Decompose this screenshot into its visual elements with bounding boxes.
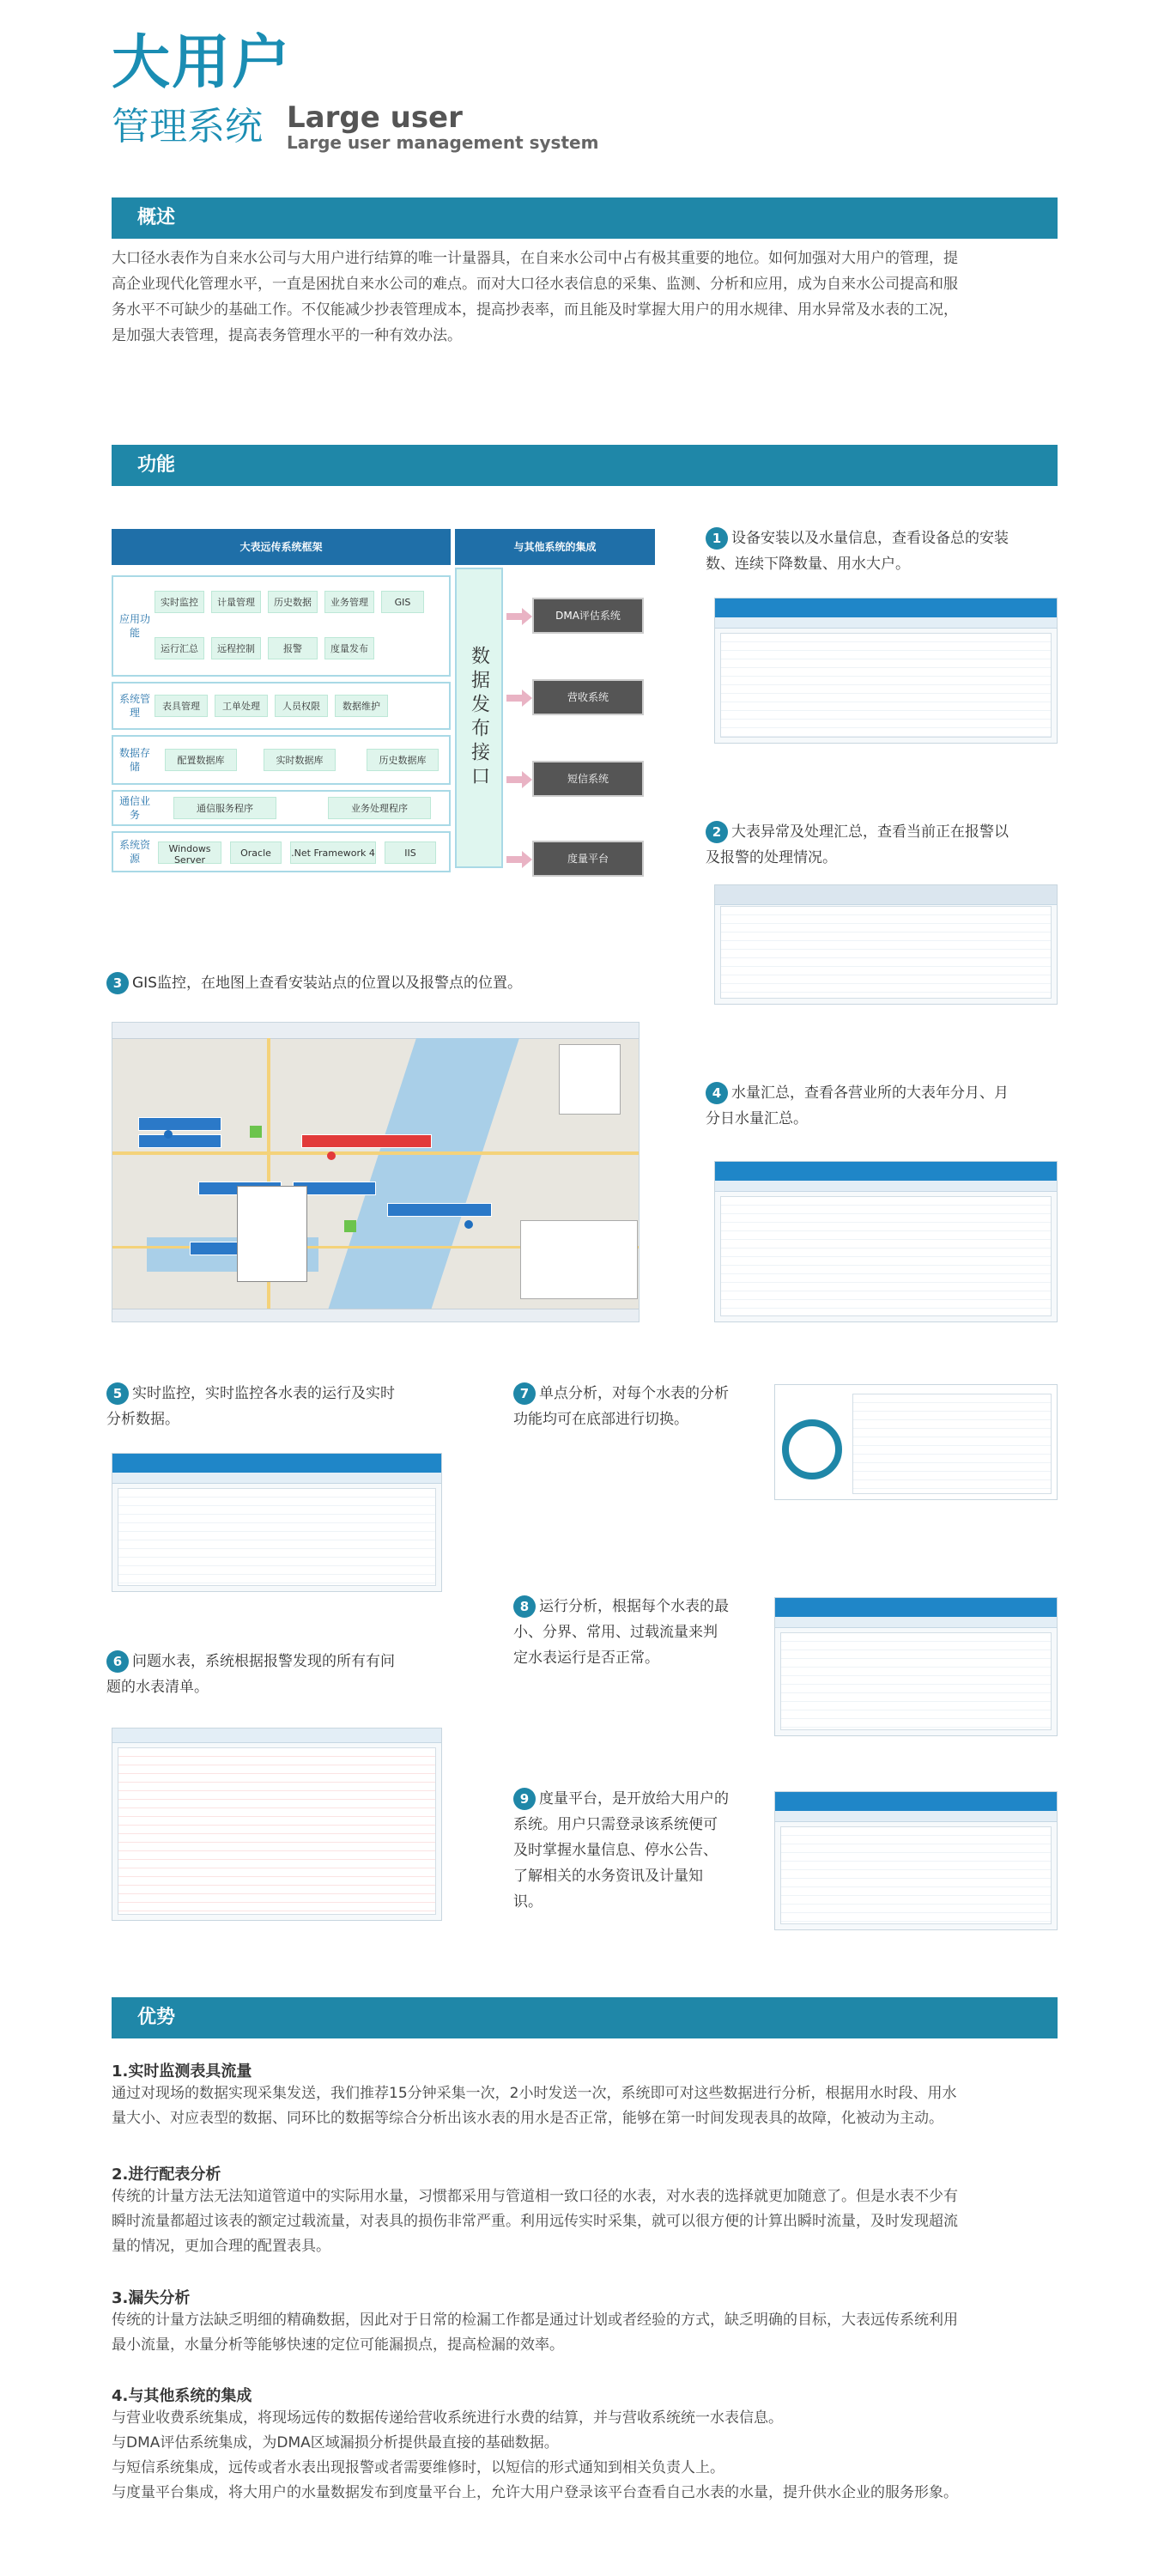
- diagram-cell: 历史数据库: [367, 749, 439, 771]
- diagram-row-label: 数据存储: [118, 747, 150, 773]
- diagram-cell: Oracle: [230, 841, 282, 864]
- advantage-3: [112, 2286, 1064, 2358]
- system-sms: 短信系统: [532, 761, 644, 797]
- feature-text: 定水表运行是否正常。: [513, 1649, 659, 1667]
- feature-text: 小、分界、常用、过载流量来判: [513, 1624, 718, 1641]
- diagram-cell: 工单处理: [215, 695, 268, 717]
- screenshot-measurement-platform: [774, 1791, 1058, 1930]
- overview-line: 是加强大表管理，提高表务管理水平的一种有效办法。: [112, 327, 462, 344]
- diagram-header-right: 与其他系统的集成: [455, 529, 655, 565]
- diagram-header-left: 大表远传系统框架: [112, 529, 451, 565]
- diagram-cell: 实时监控: [155, 591, 204, 613]
- advantage-2: [112, 2162, 1064, 2259]
- feature-item-7: [513, 1381, 779, 1432]
- diagram-row-comm: [112, 790, 451, 826]
- system-measurement: 度量平台: [532, 841, 644, 877]
- diagram-cell: IIS: [385, 841, 436, 864]
- overview-line: 务水平不可缺少的基础工作。不仅能减少抄表管理成本，提高抄表率，而且能及时掌握大用户的用水规律、用水异常及水表的工况，: [112, 301, 958, 319]
- feature-text: 数、连续下降数量、用水大户。: [706, 556, 910, 573]
- arrow-right-icon: [506, 608, 532, 625]
- feature-text: 系统。用户只需登录该系统便可: [513, 1816, 718, 1833]
- advantage-line: 与DMA评估系统集成，为DMA区域漏损分析提供最直接的基础数据。: [112, 2434, 559, 2451]
- screenshot-water-summary: [714, 1161, 1058, 1322]
- feature-text: 分析数据。: [106, 1411, 179, 1428]
- feature-item-4: [706, 1080, 1066, 1132]
- diagram-cell: 实时数据库: [264, 749, 336, 771]
- feature-item-5: [106, 1381, 467, 1432]
- page-subtitle-cn: 管理系统: [112, 105, 263, 149]
- diagram-row-label: 系统资源: [118, 839, 150, 865]
- number-badge-icon: 5: [106, 1382, 129, 1405]
- screenshot-alarm-summary: [714, 884, 1058, 1005]
- advantage-line: 传统的计量方法无法知道管道中的实际用水量，习惯都采用与管道相一致口径的水表，对水表的选择就更加随意了。但是水表不少有: [112, 2188, 958, 2205]
- diagram-cell: 运行汇总: [155, 637, 204, 659]
- advantage-4: [112, 2384, 1064, 2506]
- diagram-cell: 数据维护: [335, 695, 388, 717]
- feature-text: 单点分析，对每个水表的分析: [539, 1385, 729, 1402]
- number-badge-icon: 1: [706, 527, 728, 550]
- advantage-line: 瞬时流量都超过该表的额定过载流量，对表具的损伤非常严重。利用远传实时采集，就可以很方便的计算出瞬时流量，及时发现超流: [112, 2213, 958, 2230]
- feature-item-2: [706, 819, 1066, 871]
- feature-text: 分日水量汇总。: [706, 1110, 808, 1127]
- arrow-right-icon: [506, 771, 532, 788]
- advantages-heading: 优势: [112, 1997, 1058, 2038]
- feature-item-9: [513, 1786, 779, 1915]
- features-heading: 功能: [112, 445, 1058, 486]
- feature-text: 度量平台，是开放给大用户的: [539, 1790, 729, 1807]
- advantage-line: 与度量平台集成，将大用户的水量数据发布到度量平台上，允许大用户登录该平台查看自己水表的水量，提升供水企业的服务形象。: [112, 2484, 958, 2501]
- advantage-title: 3.漏失分析: [112, 2289, 191, 2307]
- advantage-line: 与营业收费系统集成，将现场远传的数据传递给营收系统进行水费的结算，并与营收系统统一水表信息。: [112, 2409, 783, 2427]
- diagram-cell: 表具管理: [155, 695, 208, 717]
- feature-text: 题的水表清单。: [106, 1679, 209, 1696]
- number-badge-icon: 9: [513, 1788, 536, 1810]
- diagram-cell: 配置数据库: [165, 749, 237, 771]
- feature-text: 识。: [513, 1893, 543, 1911]
- feature-item-6: [106, 1649, 467, 1700]
- screenshot-gis-map: [112, 1022, 640, 1322]
- diagram-row-app: [112, 575, 451, 677]
- diagram-cell: 计量管理: [211, 591, 261, 613]
- overview-line: 高企业现代化管理水平，一直是困扰自来水公司的难点。而对大口径水表信息的采集、监测、分析和应用，成为自来水公司提高和服: [112, 276, 958, 293]
- diagram-cell: 度量发布: [324, 637, 374, 659]
- advantage-line: 通过对现场的数据实现采集发送，我们推荐15分钟采集一次，2小时发送一次，系统即可对这些数据进行分析，根据用水时段、用水: [112, 2085, 957, 2102]
- feature-text: 设备安装以及水量信息，查看设备总的安装: [731, 530, 1009, 547]
- advantage-line: 传统的计量方法缺乏明细的精确数据，因此对于日常的检漏工作都是通过计划或者经验的方式，缺乏明确的目标，大表远传系统利用: [112, 2312, 958, 2329]
- feature-text: 及时掌握水量信息、停水公告、: [513, 1842, 718, 1859]
- diagram-cell: 历史数据: [268, 591, 318, 613]
- diagram-row-storage: [112, 735, 451, 785]
- page-title-en: Large user: [287, 100, 463, 135]
- number-badge-icon: 8: [513, 1595, 536, 1618]
- advantage-line: 量大小、对应表型的数据、同环比的数据等综合分析出该水表的用水是否正常，能够在第一时间发现表具的故障，化被动为主动。: [112, 2110, 943, 2127]
- diagram-cell: GIS: [381, 591, 424, 613]
- diagram-cell: Windows Server: [158, 841, 221, 864]
- screenshot-realtime-monitor: [112, 1453, 442, 1592]
- arrow-right-icon: [506, 690, 532, 707]
- feature-text: 问题水表，系统根据报警发现的所有有问: [132, 1653, 395, 1670]
- diagram-row-resource: [112, 831, 451, 872]
- feature-item-1: [706, 526, 1066, 577]
- diagram-cell: 人员权限: [275, 695, 328, 717]
- feature-text: 水量汇总，查看各营业所的大表年分月、月: [731, 1084, 1009, 1102]
- feature-text: GIS监控，在地图上查看安装站点的位置以及报警点的位置。: [132, 975, 522, 992]
- feature-text: 实时监控，实时监控各水表的运行及实时: [132, 1385, 395, 1402]
- screenshot-problem-meters: [112, 1728, 442, 1921]
- feature-text: 大表异常及处理汇总，查看当前正在报警以: [731, 823, 1009, 841]
- diagram-row-sysmgmt: [112, 682, 451, 730]
- advantage-title: 1.实时监测表具流量: [112, 2063, 252, 2081]
- screenshot-device-install: [714, 598, 1058, 744]
- overview-line: 大口径水表作为自来水公司与大用户进行结算的唯一计量器具，在自来水公司中占有极其重要的地位。如何加强对大用户的管理，提: [112, 250, 958, 267]
- advantage-title: 4.与其他系统的集成: [112, 2387, 252, 2405]
- feature-text: 及报警的处理情况。: [706, 849, 837, 866]
- system-revenue: 营收系统: [532, 679, 644, 715]
- feature-text: 功能均可在底部进行切换。: [513, 1411, 688, 1428]
- diagram-cell: 远程控制: [211, 637, 261, 659]
- screenshot-single-point: [774, 1384, 1058, 1500]
- advantage-line: 最小流量，水量分析等能够快速的定位可能漏损点，提高检漏的效率。: [112, 2336, 564, 2354]
- number-badge-icon: 2: [706, 821, 728, 843]
- diagram-row-label: 系统管理: [118, 693, 150, 719]
- number-badge-icon: 4: [706, 1082, 728, 1104]
- diagram-row-label: 应用功能: [118, 613, 150, 639]
- feature-text: 了解相关的水务资讯及计量知: [513, 1868, 703, 1885]
- screenshot-operation-analysis: [774, 1597, 1058, 1736]
- number-badge-icon: 7: [513, 1382, 536, 1405]
- number-badge-icon: 3: [106, 972, 129, 994]
- diagram-cell: 通信服务程序: [173, 797, 276, 819]
- overview-heading: 概述: [112, 197, 1058, 239]
- system-dma: DMA评估系统: [532, 598, 644, 634]
- advantage-line: 量的情况，更加合理的配置表具。: [112, 2238, 330, 2255]
- diagram-cell: 业务处理程序: [328, 797, 431, 819]
- advantage-1: [112, 2059, 1064, 2131]
- advantage-title: 2.进行配表分析: [112, 2166, 221, 2184]
- feature-item-3: [106, 970, 690, 996]
- arrow-right-icon: [506, 851, 532, 868]
- overview-text: [112, 246, 1058, 349]
- page-subtitle-en: Large user management system: [287, 132, 599, 153]
- advantage-line: 与短信系统集成，远传或者水表出现报警或者需要维修时，以短信的形式通知到相关负责人上。: [112, 2459, 724, 2476]
- number-badge-icon: 6: [106, 1650, 129, 1673]
- diagram-row-label: 通信业务: [118, 795, 150, 821]
- page-title-cn: 大用户: [112, 29, 293, 97]
- feature-item-8: [513, 1594, 779, 1671]
- diagram-cell: 报警: [268, 637, 318, 659]
- diagram-cell: .Net Framework 4: [290, 841, 376, 864]
- feature-text: 运行分析，根据每个水表的最: [539, 1598, 729, 1615]
- data-publish-interface: 数据发布接口: [455, 568, 503, 868]
- architecture-diagram: [112, 529, 655, 881]
- diagram-cell: 业务管理: [324, 591, 374, 613]
